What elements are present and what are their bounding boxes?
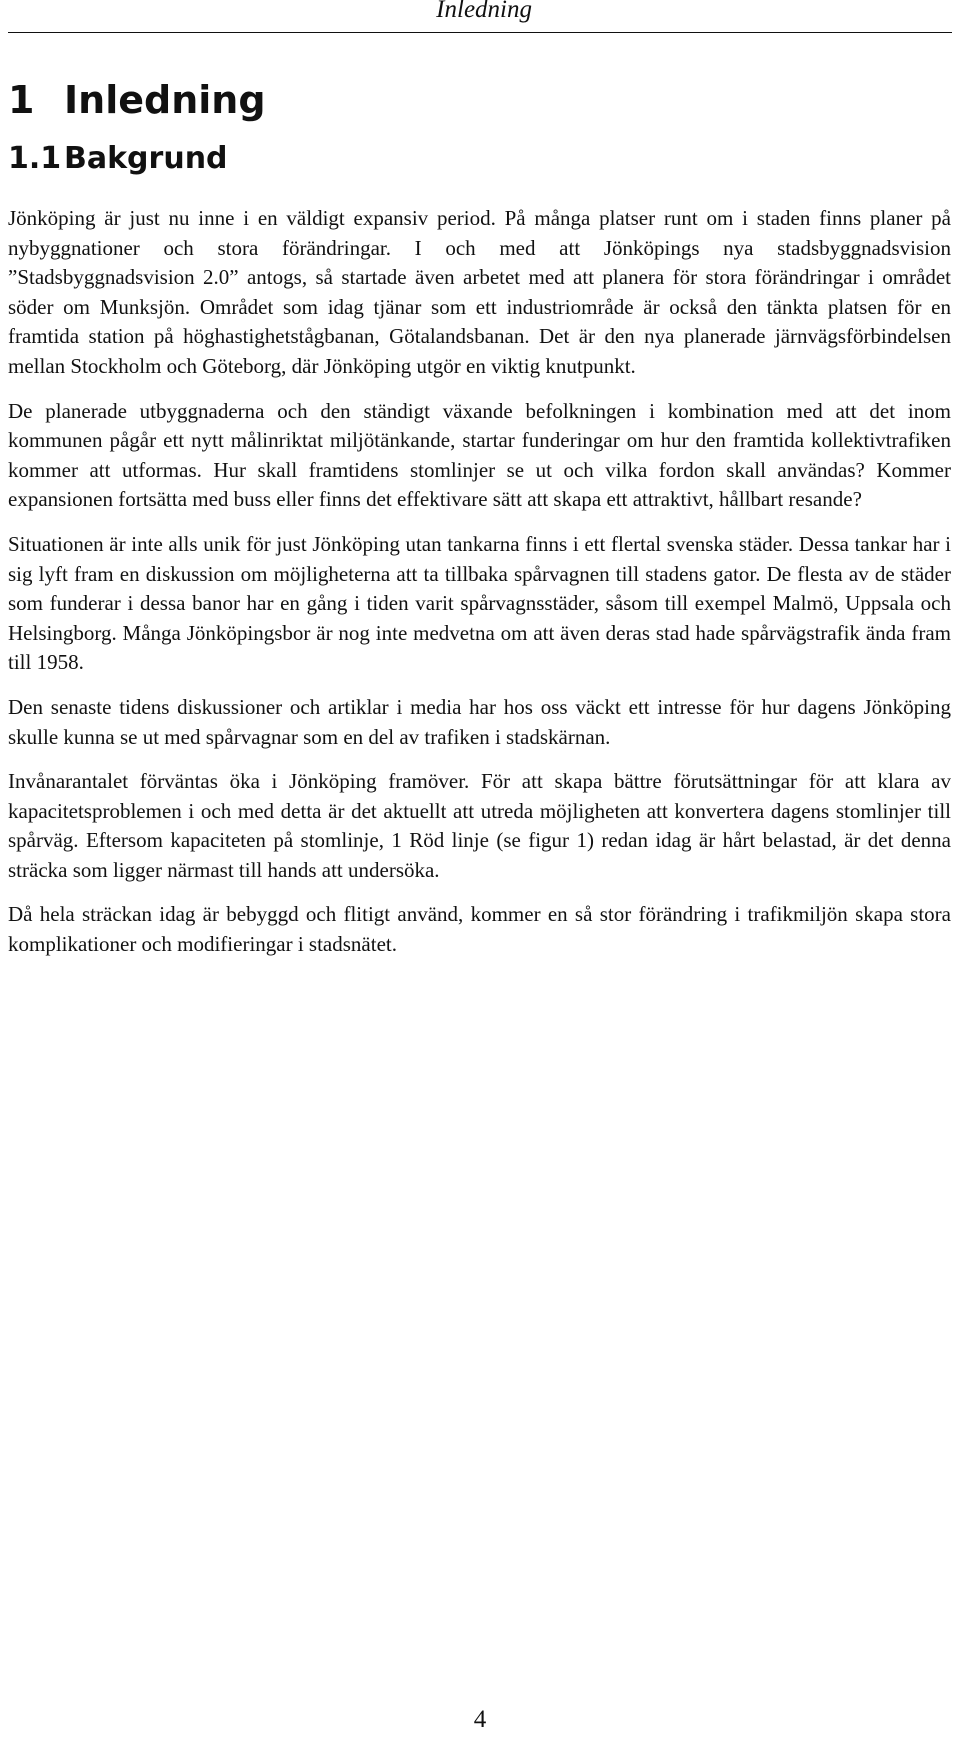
section-heading: [8, 130, 951, 188]
paragraph: De planerade utbyggnaderna och den ständigt växande befolkningen i kombination med att det inom kommunen pågår ett nytt målinriktat miljötänkande, startar funderingar om hur den framtida kollektivtrafiken kommer att utformas. Hur skall framtidens stomlinjer se ut och vilka fordon skall användas? Kommer expansionen fortsätta med buss eller finns det effektivare sätt att skapa ett attraktivt, hållbart resande?: [8, 398, 951, 512]
running-header: [0, 0, 960, 40]
page-number: 4: [473, 1706, 487, 1733]
paragraph: Situationen är inte alls unik för just Jönköping utan tankarna finns i ett flertal svenska städer. Dessa tankar har i sig lyft fram en diskussion om möjligheterna att ta tillbaka spårvagnen till stadens gator. De flesta av de städer som funderar i dessa banor har en gång i tiden varit spårvagnsstäder, såsom till exempel Malmö, Uppsala och Helsingborg. Många Jönköpingsbor är nog inte medvetna om att även deras stad hade spårvägstrafik ända fram till 1958.: [8, 531, 951, 675]
paragraph: Jönköping är just nu inne i en väldigt expansiv period. På många platser runt om i staden finns planer på nybyggnationer och stora förändringar. I och med att Jönköpings nya stadsbyggnadsvision ”Stadsbyggnadsvision 2.0” antogs, så startade även arbetet med att planera för stora förändringar i området söder om Munksjön. Området som idag tjänar som ett industriområde är också den tänkta platsen för en framtida station på höghastighetstågbanan, Götalandsbanan. Det är den nya planerade järnvägsförbindelsen mellan Stockholm och Göteborg, där Jönköping utgör en viktig knutpunkt.: [8, 206, 951, 378]
chapter-number: 1: [8, 78, 35, 122]
paragraph: Invånarantalet förväntas öka i Jönköping framöver. För att skapa bättre förutsättningar för att klara av kapacitetsproblemen i och med detta är det aktuellt att utreda möjligheten att konvertera dagens stomlinjer till spårväg. Eftersom kapaciteten på stomlinje, 1 Röd linje (se figur 1) redan idag är hårt belastad, är det denna sträcka som ligger närmast till hands att undersöka.: [8, 769, 951, 882]
header-rule: [8, 32, 952, 33]
section-number: 1.1: [8, 141, 62, 176]
page-content: [8, 70, 951, 975]
running-header-title: Inledning: [436, 0, 532, 23]
section-title: Bakgrund: [64, 141, 228, 176]
paragraph: Då hela sträckan idag är bebyggd och flitigt använd, kommer en så stor förändring i trafikmiljön skapa stora komplikationer och modifieringar i stadsnätet.: [8, 902, 951, 957]
chapter-title: Inledning: [64, 78, 266, 122]
paragraph: Den senaste tidens diskussioner och artiklar i media har hos oss väckt ett intresse för hur dagens Jönköping skulle kunna se ut med spårvagnar som en del av trafiken i stadskärnan.: [8, 694, 951, 749]
chapter-heading: [8, 70, 951, 130]
